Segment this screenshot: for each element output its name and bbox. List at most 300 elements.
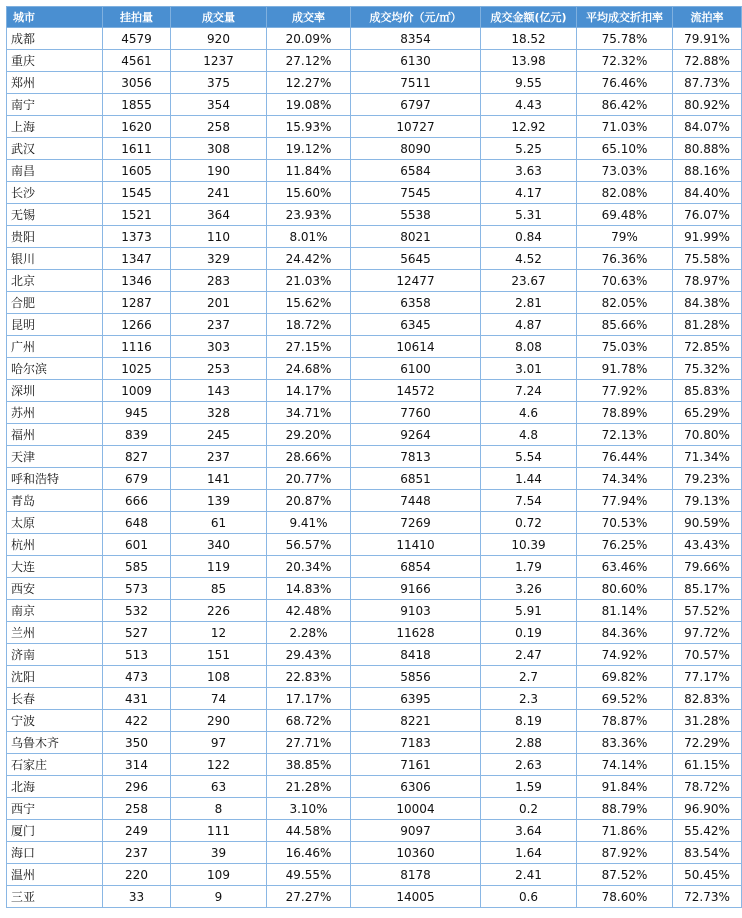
deal-amount-cell: 0.19 bbox=[481, 622, 577, 644]
avg-price-cell: 12477 bbox=[351, 270, 481, 292]
listing-count-cell: 4579 bbox=[103, 28, 171, 50]
city-cell: 天津 bbox=[7, 446, 103, 468]
failure-rate-cell: 79.23% bbox=[673, 468, 742, 490]
avg-price-cell: 6345 bbox=[351, 314, 481, 336]
table-row bbox=[7, 798, 742, 820]
deal-amount-cell: 2.47 bbox=[481, 644, 577, 666]
listing-count-cell: 1605 bbox=[103, 160, 171, 182]
avg-discount-cell: 87.52% bbox=[577, 864, 673, 886]
city-cell: 兰州 bbox=[7, 622, 103, 644]
listing-count-cell: 679 bbox=[103, 468, 171, 490]
avg-discount-cell: 77.94% bbox=[577, 490, 673, 512]
city-cell: 武汉 bbox=[7, 138, 103, 160]
table-row bbox=[7, 886, 742, 908]
avg-discount-cell: 86.42% bbox=[577, 94, 673, 116]
listing-count-cell: 666 bbox=[103, 490, 171, 512]
deal-count-cell: 226 bbox=[171, 600, 267, 622]
avg-price-cell: 7545 bbox=[351, 182, 481, 204]
deal-amount-cell: 8.19 bbox=[481, 710, 577, 732]
deal-amount-cell: 1.64 bbox=[481, 842, 577, 864]
deal-count-cell: 375 bbox=[171, 72, 267, 94]
deal-count-cell: 85 bbox=[171, 578, 267, 600]
deal-count-cell: 12 bbox=[171, 622, 267, 644]
avg-discount-cell: 69.48% bbox=[577, 204, 673, 226]
city-cell: 西安 bbox=[7, 578, 103, 600]
deal-count-cell: 8 bbox=[171, 798, 267, 820]
deal-amount-cell: 5.91 bbox=[481, 600, 577, 622]
failure-rate-cell: 84.38% bbox=[673, 292, 742, 314]
city-cell: 广州 bbox=[7, 336, 103, 358]
deal-amount-cell: 7.24 bbox=[481, 380, 577, 402]
city-cell: 济南 bbox=[7, 644, 103, 666]
listing-count-cell: 1025 bbox=[103, 358, 171, 380]
table-row bbox=[7, 182, 742, 204]
deal-rate-cell: 49.55% bbox=[267, 864, 351, 886]
listing-count-cell: 1855 bbox=[103, 94, 171, 116]
table-row bbox=[7, 776, 742, 798]
avg-price-cell: 6584 bbox=[351, 160, 481, 182]
failure-rate-cell: 78.97% bbox=[673, 270, 742, 292]
avg-price-cell: 8021 bbox=[351, 226, 481, 248]
listing-count-cell: 258 bbox=[103, 798, 171, 820]
deal-amount-cell: 13.98 bbox=[481, 50, 577, 72]
deal-count-cell: 139 bbox=[171, 490, 267, 512]
deal-amount-cell: 1.59 bbox=[481, 776, 577, 798]
deal-rate-cell: 14.83% bbox=[267, 578, 351, 600]
listing-count-cell: 513 bbox=[103, 644, 171, 666]
avg-price-cell: 14005 bbox=[351, 886, 481, 908]
table-row bbox=[7, 710, 742, 732]
failure-rate-cell: 65.29% bbox=[673, 402, 742, 424]
deal-rate-cell: 21.28% bbox=[267, 776, 351, 798]
city-cell: 南昌 bbox=[7, 160, 103, 182]
avg-discount-cell: 78.60% bbox=[577, 886, 673, 908]
listing-count-cell: 296 bbox=[103, 776, 171, 798]
header-deal-count: 成交量 bbox=[171, 7, 267, 28]
avg-price-cell: 9166 bbox=[351, 578, 481, 600]
failure-rate-cell: 79.13% bbox=[673, 490, 742, 512]
avg-price-cell: 11410 bbox=[351, 534, 481, 556]
listing-count-cell: 1373 bbox=[103, 226, 171, 248]
avg-discount-cell: 75.03% bbox=[577, 336, 673, 358]
deal-count-cell: 241 bbox=[171, 182, 267, 204]
failure-rate-cell: 57.52% bbox=[673, 600, 742, 622]
listing-count-cell: 422 bbox=[103, 710, 171, 732]
table-row bbox=[7, 732, 742, 754]
city-cell: 重庆 bbox=[7, 50, 103, 72]
table-row bbox=[7, 600, 742, 622]
avg-price-cell: 9103 bbox=[351, 600, 481, 622]
city-cell: 福州 bbox=[7, 424, 103, 446]
avg-discount-cell: 74.14% bbox=[577, 754, 673, 776]
table-row bbox=[7, 72, 742, 94]
failure-rate-cell: 70.57% bbox=[673, 644, 742, 666]
avg-discount-cell: 73.03% bbox=[577, 160, 673, 182]
table-row bbox=[7, 138, 742, 160]
city-cell: 西宁 bbox=[7, 798, 103, 820]
deal-count-cell: 111 bbox=[171, 820, 267, 842]
deal-rate-cell: 24.68% bbox=[267, 358, 351, 380]
avg-discount-cell: 75.78% bbox=[577, 28, 673, 50]
deal-rate-cell: 34.71% bbox=[267, 402, 351, 424]
city-cell: 宁波 bbox=[7, 710, 103, 732]
deal-rate-cell: 20.09% bbox=[267, 28, 351, 50]
table-row bbox=[7, 754, 742, 776]
listing-count-cell: 350 bbox=[103, 732, 171, 754]
avg-price-cell: 6358 bbox=[351, 292, 481, 314]
failure-rate-cell: 72.88% bbox=[673, 50, 742, 72]
deal-rate-cell: 8.01% bbox=[267, 226, 351, 248]
avg-discount-cell: 71.03% bbox=[577, 116, 673, 138]
table-row bbox=[7, 292, 742, 314]
avg-price-cell: 7183 bbox=[351, 732, 481, 754]
listing-count-cell: 573 bbox=[103, 578, 171, 600]
listing-count-cell: 249 bbox=[103, 820, 171, 842]
avg-price-cell: 7511 bbox=[351, 72, 481, 94]
deal-amount-cell: 23.67 bbox=[481, 270, 577, 292]
table-row bbox=[7, 842, 742, 864]
failure-rate-cell: 79.66% bbox=[673, 556, 742, 578]
table-row bbox=[7, 446, 742, 468]
table-row bbox=[7, 116, 742, 138]
table-row bbox=[7, 424, 742, 446]
avg-price-cell: 10727 bbox=[351, 116, 481, 138]
avg-discount-cell: 83.36% bbox=[577, 732, 673, 754]
deal-amount-cell: 12.92 bbox=[481, 116, 577, 138]
deal-amount-cell: 3.01 bbox=[481, 358, 577, 380]
deal-count-cell: 354 bbox=[171, 94, 267, 116]
failure-rate-cell: 91.99% bbox=[673, 226, 742, 248]
deal-amount-cell: 4.8 bbox=[481, 424, 577, 446]
avg-price-cell: 7269 bbox=[351, 512, 481, 534]
table-row bbox=[7, 512, 742, 534]
header-listing-count: 挂拍量 bbox=[103, 7, 171, 28]
city-cell: 北海 bbox=[7, 776, 103, 798]
avg-price-cell: 6395 bbox=[351, 688, 481, 710]
deal-count-cell: 190 bbox=[171, 160, 267, 182]
deal-amount-cell: 4.17 bbox=[481, 182, 577, 204]
deal-rate-cell: 27.15% bbox=[267, 336, 351, 358]
deal-count-cell: 329 bbox=[171, 248, 267, 270]
avg-discount-cell: 78.87% bbox=[577, 710, 673, 732]
listing-count-cell: 220 bbox=[103, 864, 171, 886]
deal-rate-cell: 23.93% bbox=[267, 204, 351, 226]
deal-amount-cell: 10.39 bbox=[481, 534, 577, 556]
deal-rate-cell: 27.27% bbox=[267, 886, 351, 908]
deal-amount-cell: 3.63 bbox=[481, 160, 577, 182]
deal-rate-cell: 15.93% bbox=[267, 116, 351, 138]
avg-discount-cell: 76.46% bbox=[577, 72, 673, 94]
avg-discount-cell: 79% bbox=[577, 226, 673, 248]
deal-rate-cell: 29.43% bbox=[267, 644, 351, 666]
avg-discount-cell: 74.92% bbox=[577, 644, 673, 666]
failure-rate-cell: 88.16% bbox=[673, 160, 742, 182]
listing-count-cell: 431 bbox=[103, 688, 171, 710]
listing-count-cell: 1009 bbox=[103, 380, 171, 402]
deal-count-cell: 61 bbox=[171, 512, 267, 534]
deal-count-cell: 364 bbox=[171, 204, 267, 226]
deal-rate-cell: 56.57% bbox=[267, 534, 351, 556]
table-row bbox=[7, 556, 742, 578]
table-row bbox=[7, 160, 742, 182]
deal-rate-cell: 12.27% bbox=[267, 72, 351, 94]
city-cell: 深圳 bbox=[7, 380, 103, 402]
deal-count-cell: 110 bbox=[171, 226, 267, 248]
avg-discount-cell: 76.25% bbox=[577, 534, 673, 556]
deal-count-cell: 237 bbox=[171, 314, 267, 336]
deal-amount-cell: 0.72 bbox=[481, 512, 577, 534]
city-cell: 北京 bbox=[7, 270, 103, 292]
failure-rate-cell: 50.45% bbox=[673, 864, 742, 886]
deal-count-cell: 1237 bbox=[171, 50, 267, 72]
deal-count-cell: 151 bbox=[171, 644, 267, 666]
city-cell: 温州 bbox=[7, 864, 103, 886]
failure-rate-cell: 96.90% bbox=[673, 798, 742, 820]
city-cell: 石家庄 bbox=[7, 754, 103, 776]
deal-count-cell: 253 bbox=[171, 358, 267, 380]
listing-count-cell: 532 bbox=[103, 600, 171, 622]
avg-price-cell: 6100 bbox=[351, 358, 481, 380]
avg-discount-cell: 81.14% bbox=[577, 600, 673, 622]
deal-rate-cell: 20.77% bbox=[267, 468, 351, 490]
header-deal-amount: 成交金额(亿元) bbox=[481, 7, 577, 28]
deal-rate-cell: 29.20% bbox=[267, 424, 351, 446]
failure-rate-cell: 72.29% bbox=[673, 732, 742, 754]
avg-price-cell: 7813 bbox=[351, 446, 481, 468]
deal-count-cell: 308 bbox=[171, 138, 267, 160]
avg-price-cell: 6851 bbox=[351, 468, 481, 490]
deal-rate-cell: 19.12% bbox=[267, 138, 351, 160]
table-row bbox=[7, 50, 742, 72]
listing-count-cell: 1346 bbox=[103, 270, 171, 292]
table-row bbox=[7, 358, 742, 380]
deal-count-cell: 141 bbox=[171, 468, 267, 490]
table-row bbox=[7, 864, 742, 886]
failure-rate-cell: 80.92% bbox=[673, 94, 742, 116]
avg-discount-cell: 76.36% bbox=[577, 248, 673, 270]
deal-amount-cell: 2.7 bbox=[481, 666, 577, 688]
avg-discount-cell: 70.53% bbox=[577, 512, 673, 534]
deal-amount-cell: 5.25 bbox=[481, 138, 577, 160]
deal-rate-cell: 19.08% bbox=[267, 94, 351, 116]
deal-amount-cell: 3.26 bbox=[481, 578, 577, 600]
deal-amount-cell: 2.3 bbox=[481, 688, 577, 710]
table-row bbox=[7, 468, 742, 490]
deal-amount-cell: 0.6 bbox=[481, 886, 577, 908]
avg-discount-cell: 80.60% bbox=[577, 578, 673, 600]
deal-amount-cell: 4.43 bbox=[481, 94, 577, 116]
listing-count-cell: 4561 bbox=[103, 50, 171, 72]
deal-amount-cell: 1.79 bbox=[481, 556, 577, 578]
header-failure-rate: 流拍率 bbox=[673, 7, 742, 28]
avg-discount-cell: 88.79% bbox=[577, 798, 673, 820]
deal-count-cell: 328 bbox=[171, 402, 267, 424]
avg-price-cell: 8221 bbox=[351, 710, 481, 732]
city-cell: 苏州 bbox=[7, 402, 103, 424]
avg-discount-cell: 71.86% bbox=[577, 820, 673, 842]
deal-rate-cell: 42.48% bbox=[267, 600, 351, 622]
city-cell: 青岛 bbox=[7, 490, 103, 512]
listing-count-cell: 1347 bbox=[103, 248, 171, 270]
avg-price-cell: 10614 bbox=[351, 336, 481, 358]
failure-rate-cell: 55.42% bbox=[673, 820, 742, 842]
listing-count-cell: 1266 bbox=[103, 314, 171, 336]
deal-rate-cell: 11.84% bbox=[267, 160, 351, 182]
deal-rate-cell: 20.87% bbox=[267, 490, 351, 512]
avg-price-cell: 10360 bbox=[351, 842, 481, 864]
avg-price-cell: 5645 bbox=[351, 248, 481, 270]
failure-rate-cell: 97.72% bbox=[673, 622, 742, 644]
table-row bbox=[7, 622, 742, 644]
avg-discount-cell: 72.13% bbox=[577, 424, 673, 446]
deal-amount-cell: 18.52 bbox=[481, 28, 577, 50]
avg-discount-cell: 87.92% bbox=[577, 842, 673, 864]
avg-discount-cell: 82.08% bbox=[577, 182, 673, 204]
listing-count-cell: 827 bbox=[103, 446, 171, 468]
avg-price-cell: 8354 bbox=[351, 28, 481, 50]
deal-rate-cell: 44.58% bbox=[267, 820, 351, 842]
listing-count-cell: 33 bbox=[103, 886, 171, 908]
table-row bbox=[7, 688, 742, 710]
failure-rate-cell: 83.54% bbox=[673, 842, 742, 864]
avg-discount-cell: 74.34% bbox=[577, 468, 673, 490]
table-row bbox=[7, 490, 742, 512]
avg-discount-cell: 91.84% bbox=[577, 776, 673, 798]
avg-price-cell: 9264 bbox=[351, 424, 481, 446]
deal-count-cell: 109 bbox=[171, 864, 267, 886]
header-avg-price: 成交均价（元/㎡） bbox=[351, 7, 481, 28]
table-row bbox=[7, 402, 742, 424]
deal-count-cell: 303 bbox=[171, 336, 267, 358]
listing-count-cell: 237 bbox=[103, 842, 171, 864]
city-cell: 银川 bbox=[7, 248, 103, 270]
city-cell: 上海 bbox=[7, 116, 103, 138]
deal-amount-cell: 4.87 bbox=[481, 314, 577, 336]
table-row bbox=[7, 666, 742, 688]
avg-price-cell: 9097 bbox=[351, 820, 481, 842]
deal-count-cell: 9 bbox=[171, 886, 267, 908]
table-row bbox=[7, 314, 742, 336]
deal-count-cell: 340 bbox=[171, 534, 267, 556]
avg-price-cell: 7161 bbox=[351, 754, 481, 776]
failure-rate-cell: 84.40% bbox=[673, 182, 742, 204]
listing-count-cell: 648 bbox=[103, 512, 171, 534]
avg-price-cell: 14572 bbox=[351, 380, 481, 402]
table-row bbox=[7, 578, 742, 600]
deal-count-cell: 258 bbox=[171, 116, 267, 138]
avg-discount-cell: 85.66% bbox=[577, 314, 673, 336]
failure-rate-cell: 31.28% bbox=[673, 710, 742, 732]
avg-price-cell: 11628 bbox=[351, 622, 481, 644]
failure-rate-cell: 77.17% bbox=[673, 666, 742, 688]
failure-rate-cell: 90.59% bbox=[673, 512, 742, 534]
listing-count-cell: 527 bbox=[103, 622, 171, 644]
deal-count-cell: 74 bbox=[171, 688, 267, 710]
avg-price-cell: 6854 bbox=[351, 556, 481, 578]
header-deal-rate: 成交率 bbox=[267, 7, 351, 28]
city-cell: 昆明 bbox=[7, 314, 103, 336]
deal-amount-cell: 8.08 bbox=[481, 336, 577, 358]
deal-amount-cell: 3.64 bbox=[481, 820, 577, 842]
deal-amount-cell: 9.55 bbox=[481, 72, 577, 94]
avg-discount-cell: 82.05% bbox=[577, 292, 673, 314]
deal-rate-cell: 68.72% bbox=[267, 710, 351, 732]
city-cell: 郑州 bbox=[7, 72, 103, 94]
deal-amount-cell: 5.31 bbox=[481, 204, 577, 226]
table-row bbox=[7, 94, 742, 116]
deal-count-cell: 290 bbox=[171, 710, 267, 732]
city-cell: 南宁 bbox=[7, 94, 103, 116]
listing-count-cell: 945 bbox=[103, 402, 171, 424]
city-cell: 太原 bbox=[7, 512, 103, 534]
failure-rate-cell: 72.73% bbox=[673, 886, 742, 908]
deal-amount-cell: 2.41 bbox=[481, 864, 577, 886]
avg-discount-cell: 63.46% bbox=[577, 556, 673, 578]
avg-price-cell: 8418 bbox=[351, 644, 481, 666]
failure-rate-cell: 84.07% bbox=[673, 116, 742, 138]
city-cell: 长春 bbox=[7, 688, 103, 710]
deal-count-cell: 920 bbox=[171, 28, 267, 50]
avg-price-cell: 8178 bbox=[351, 864, 481, 886]
deal-rate-cell: 14.17% bbox=[267, 380, 351, 402]
deal-rate-cell: 38.85% bbox=[267, 754, 351, 776]
city-cell: 大连 bbox=[7, 556, 103, 578]
city-cell: 成都 bbox=[7, 28, 103, 50]
listing-count-cell: 601 bbox=[103, 534, 171, 556]
deal-count-cell: 245 bbox=[171, 424, 267, 446]
deal-count-cell: 237 bbox=[171, 446, 267, 468]
avg-price-cell: 5538 bbox=[351, 204, 481, 226]
deal-rate-cell: 24.42% bbox=[267, 248, 351, 270]
avg-price-cell: 6797 bbox=[351, 94, 481, 116]
table-row bbox=[7, 644, 742, 666]
table-row bbox=[7, 820, 742, 842]
listing-count-cell: 1287 bbox=[103, 292, 171, 314]
city-cell: 海口 bbox=[7, 842, 103, 864]
deal-count-cell: 143 bbox=[171, 380, 267, 402]
deal-amount-cell: 4.52 bbox=[481, 248, 577, 270]
city-cell: 呼和浩特 bbox=[7, 468, 103, 490]
avg-discount-cell: 72.32% bbox=[577, 50, 673, 72]
listing-count-cell: 1545 bbox=[103, 182, 171, 204]
deal-rate-cell: 17.17% bbox=[267, 688, 351, 710]
avg-price-cell: 8090 bbox=[351, 138, 481, 160]
deal-count-cell: 283 bbox=[171, 270, 267, 292]
failure-rate-cell: 79.91% bbox=[673, 28, 742, 50]
city-cell: 厦门 bbox=[7, 820, 103, 842]
avg-discount-cell: 65.10% bbox=[577, 138, 673, 160]
failure-rate-cell: 75.58% bbox=[673, 248, 742, 270]
header-row bbox=[7, 7, 742, 28]
table-row bbox=[7, 336, 742, 358]
deal-count-cell: 122 bbox=[171, 754, 267, 776]
listing-count-cell: 585 bbox=[103, 556, 171, 578]
deal-count-cell: 97 bbox=[171, 732, 267, 754]
deal-rate-cell: 3.10% bbox=[267, 798, 351, 820]
failure-rate-cell: 82.83% bbox=[673, 688, 742, 710]
avg-discount-cell: 69.82% bbox=[577, 666, 673, 688]
deal-amount-cell: 0.84 bbox=[481, 226, 577, 248]
deal-rate-cell: 22.83% bbox=[267, 666, 351, 688]
listing-count-cell: 1611 bbox=[103, 138, 171, 160]
city-cell: 杭州 bbox=[7, 534, 103, 556]
failure-rate-cell: 80.88% bbox=[673, 138, 742, 160]
deal-rate-cell: 27.12% bbox=[267, 50, 351, 72]
deal-rate-cell: 18.72% bbox=[267, 314, 351, 336]
avg-discount-cell: 91.78% bbox=[577, 358, 673, 380]
city-auction-table bbox=[6, 6, 742, 908]
failure-rate-cell: 81.28% bbox=[673, 314, 742, 336]
